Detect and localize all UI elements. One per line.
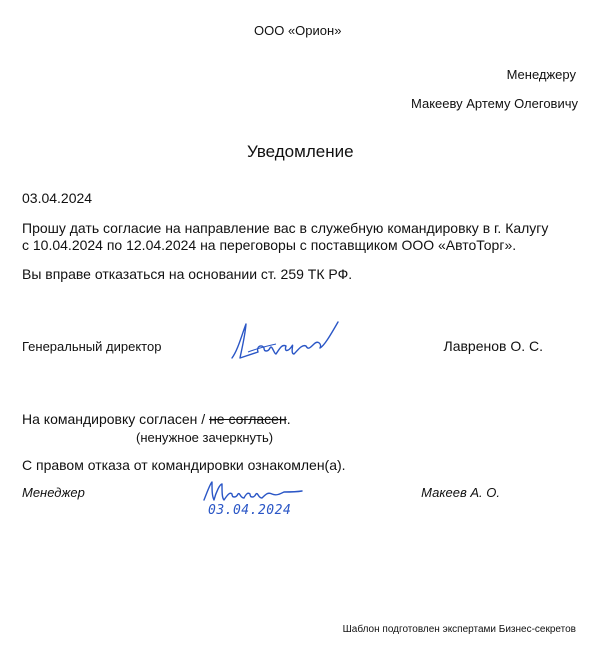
addressee-name: Макееву Артему Олеговичу [411, 96, 578, 111]
consent-prefix: На командировку согласен / [22, 411, 210, 427]
template-footer: Шаблон подготовлен экспертами Бизнес-секретов [342, 624, 576, 635]
consent-line [22, 410, 291, 428]
document-title: Уведомление [247, 142, 354, 161]
consent-note: (ненужное зачеркнуть) [136, 430, 274, 445]
director-signature [228, 318, 348, 368]
document-date: 03.04.2024 [22, 190, 93, 206]
director-position: Генеральный директор [22, 339, 162, 354]
employee-name: Макеев А. О. [421, 485, 500, 500]
organization-name: ООО «Орион» [254, 23, 342, 38]
body-line-2: с 10.04.2024 по 12.04.2024 на переговоры с поставщиком ООО «АвтоТорг». [22, 237, 517, 253]
refusal-acknowledgement: С правом отказа от командировки ознакомлен(а). [22, 457, 346, 473]
body-line-3: Вы вправе отказаться на основании ст. 259 ТК РФ. [22, 266, 353, 282]
consent-struck-option: не согласен [209, 411, 287, 427]
employee-position: Менеджер [22, 485, 85, 500]
director-name: Лавренов О. С. [443, 338, 543, 354]
consent-suffix: . [286, 411, 291, 427]
body-line-1: Прошу дать согласие на направление вас в служебную командировку в г. Калугу [22, 220, 549, 236]
employee-signature-date: 03.04.2024 [208, 503, 292, 518]
addressee-position: Менеджеру [506, 67, 576, 82]
